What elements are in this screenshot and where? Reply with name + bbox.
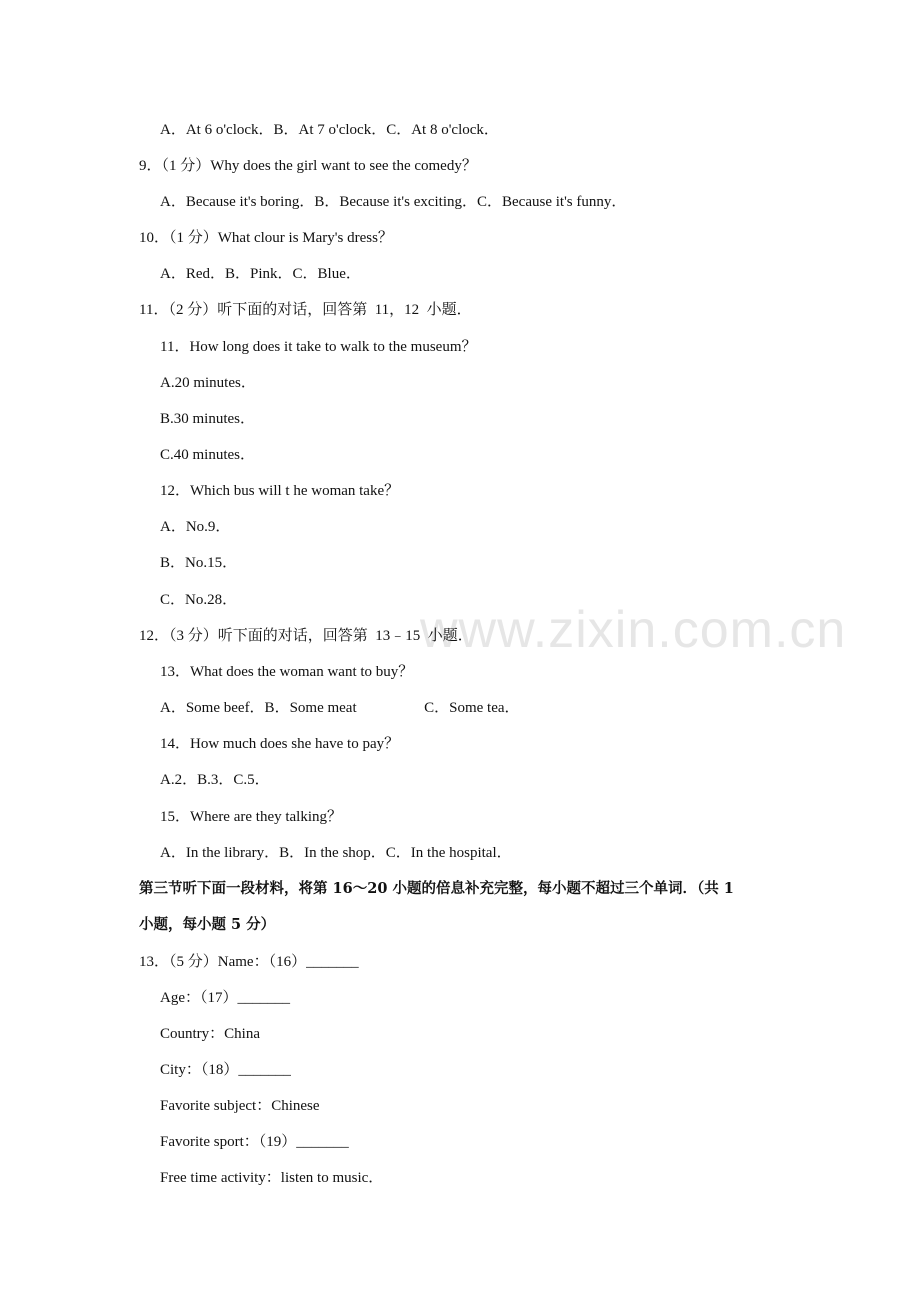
option-b: B．No.15． xyxy=(160,555,238,571)
option-b: B.30 minutes． xyxy=(160,411,256,427)
field-free-time-activity: Free time activity：listen to music． xyxy=(160,1170,384,1186)
option-c: C.40 minutes． xyxy=(160,447,256,463)
q9-options: A．Because it's boring．B．Because it's exciting．C．Because it's funny． xyxy=(160,194,627,210)
sub-question-14: 14．How much does she have to pay？ xyxy=(160,736,400,752)
watermark: www.zixin.com.cn xyxy=(420,601,847,659)
sub-question-15: 15．Where are they talking？ xyxy=(160,809,343,825)
q15-options: A．In the library．B．In the shop．C．In the hospital． xyxy=(160,845,512,861)
field-favorite-subject: Favorite subject：Chinese xyxy=(160,1098,320,1114)
option-a: A.20 minutes． xyxy=(160,375,256,391)
q8-options: A．At 6 o'clock．B．At 7 o'clock．C．At 8 o'clock． xyxy=(160,122,499,138)
q10-options: A．Red．B．Pink．C．Blue． xyxy=(160,266,361,282)
option-c: C．No.28． xyxy=(160,592,238,608)
field-city: City：（18）_______ xyxy=(160,1062,291,1078)
question-10: 10．（1 分）What clour is Mary's dress？ xyxy=(139,230,393,246)
question-13-name: 13．（5 分）Name：（16）_______ xyxy=(139,954,359,970)
question-11: 11．（2 分）听下面的对话，回答第 11，12 小题． xyxy=(139,302,472,318)
question-9: 9．（1 分）Why does the girl want to see the comedy？ xyxy=(139,158,477,174)
sub-question-13: 13．What does the woman want to buy？ xyxy=(160,664,414,680)
question-12: 12．（3 分）听下面的对话，回答第 13﹣15 小题． xyxy=(139,628,473,644)
section-3-heading-cont: 小题，每小题 5 分） xyxy=(139,916,276,933)
section-3-heading: 第三节听下面一段材料，将第 16～20 小题的倍息补充完整，每小题不超过三个单词．（共 1 xyxy=(139,880,734,897)
field-favorite-sport: Favorite sport：（19）_______ xyxy=(160,1134,349,1150)
sub-question-12: 12．Which bus will t he woman take？ xyxy=(160,483,400,499)
field-age: Age：（17）_______ xyxy=(160,990,290,1006)
field-country: Country：China xyxy=(160,1026,260,1042)
option-a: A．No.9． xyxy=(160,519,231,535)
q13-options: A．Some beef．B．Some meat C．Some tea． xyxy=(160,700,520,716)
q14-options: A.2．B.3．C.5． xyxy=(160,772,270,788)
sub-question-11: 11．How long does it take to walk to the museum？ xyxy=(160,339,477,355)
